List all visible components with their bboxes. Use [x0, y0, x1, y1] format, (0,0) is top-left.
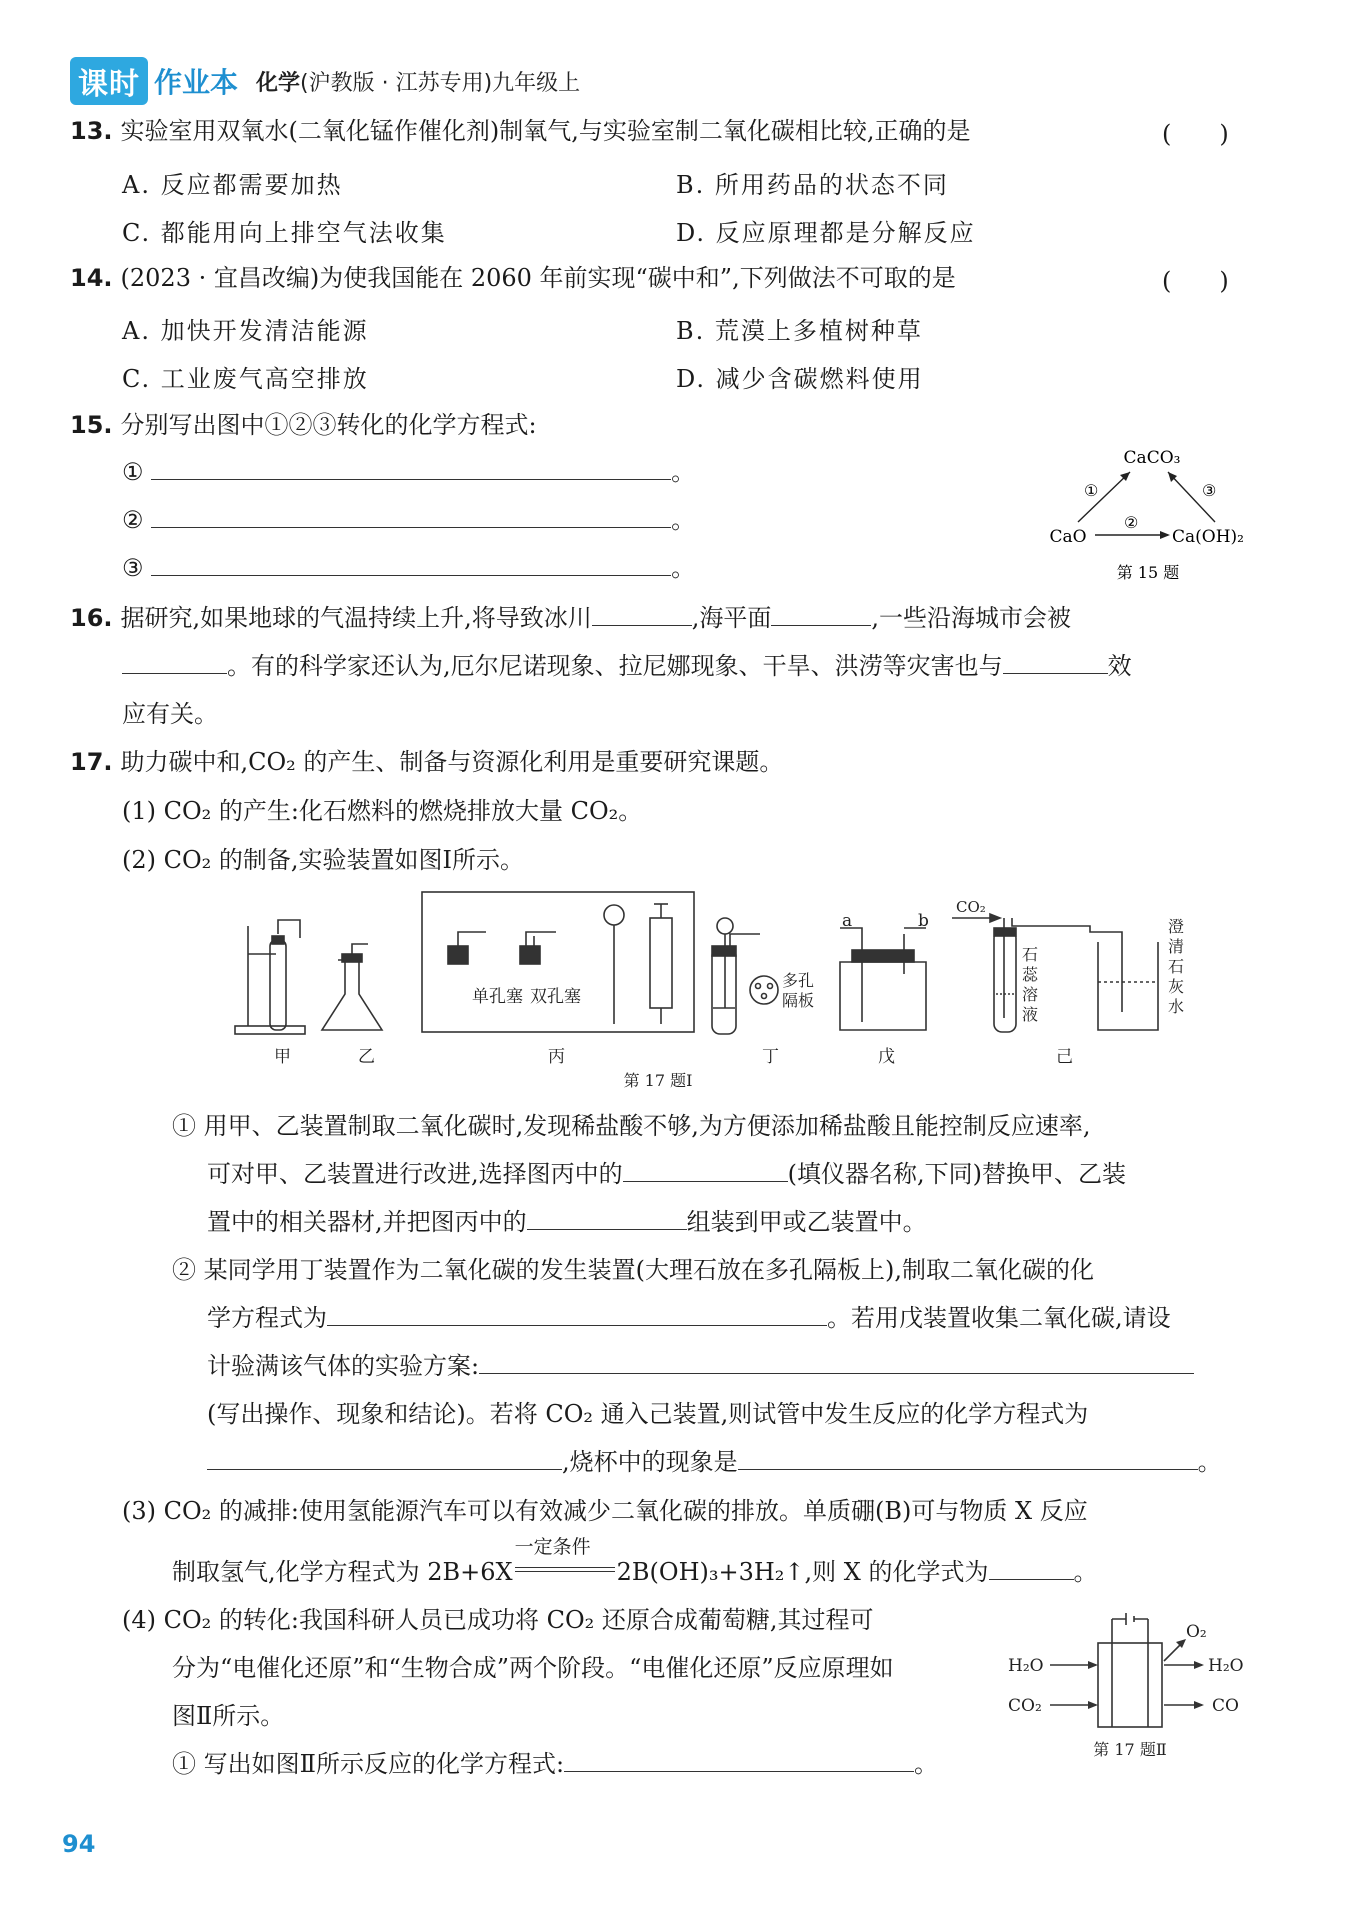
q16-text-3: ,一些沿海城市会被 [871, 604, 1072, 632]
q13-stem [70, 114, 971, 148]
q16-blank-1[interactable] [592, 603, 692, 626]
fig17-2-caption: 第 17 题Ⅱ [1093, 1740, 1167, 1759]
logo-text: 作业本 [154, 66, 239, 99]
q17-s2-blank-4[interactable] [738, 1447, 1198, 1470]
q13-option-d[interactable]: D. 反应原理都是分解反应 [676, 219, 976, 247]
book-logo [70, 57, 238, 105]
label-litmus-4: 液 [1022, 1005, 1039, 1024]
fig17-1-caption: 第 17 题Ⅰ [623, 1071, 693, 1090]
page-number: 94 [62, 1830, 96, 1858]
label-lime-5: 水 [1168, 997, 1185, 1016]
q17-s1-text-1: 可对甲、乙装置进行改进,选择图丙中的 [207, 1160, 623, 1188]
fig2-o2: O₂ [1186, 1622, 1207, 1642]
q17-part-3-line-1: (3) CO₂ 的减排:使用氢能源汽车可以有效减少二氧化碳的排放。单质硼(B)可与物质 X 反应 [122, 1497, 1088, 1525]
fig2-h2o-in: H₂O [1008, 1656, 1044, 1676]
fig15-arrowhead-2 [1160, 531, 1170, 539]
q15-period-2: 。 [671, 506, 696, 534]
q17-s2-blank-3[interactable] [207, 1447, 562, 1470]
q16-number: 16. [70, 604, 113, 632]
label-litmus-2: 蕊 [1022, 965, 1039, 984]
label-lime-3: 石 [1168, 957, 1185, 976]
q14-option-c[interactable]: C. 工业废气高空排放 [122, 365, 369, 393]
q16-text-5: 效 [1107, 652, 1132, 680]
subject-edition: (沪教版 · 江苏专用)九年级上 [300, 70, 581, 96]
fig15-mark-1: ① [1084, 481, 1099, 500]
q17-part-2: (2) CO₂ 的制备,实验装置如图Ⅰ所示。 [122, 846, 525, 874]
separatory-funnel [604, 905, 624, 1024]
q17-s1-line-3 [207, 1205, 927, 1239]
q17-p3-text-3: 。 [1073, 1558, 1098, 1586]
q15-blank-2[interactable] [151, 505, 671, 528]
label-ji: 己 [1056, 1047, 1073, 1067]
double-hole-stopper [520, 932, 556, 964]
q13-option-a[interactable]: A. 反应都需要加热 [122, 171, 343, 199]
q17-text: 助力碳中和,CO₂ 的产生、制备与资源化利用是重要研究课题。 [120, 748, 784, 776]
q17-s2-line-5 [207, 1445, 1222, 1479]
fig15-cao: CaO [1049, 527, 1087, 547]
q16-text-4: 。有的科学家还认为,厄尔尼诺现象、拉尼娜现象、干旱、洪涝等灾害也与 [227, 652, 1003, 680]
q17-figure-1 [230, 890, 1210, 1090]
q14-option-b[interactable]: B. 荒漠上多植树种草 [676, 317, 923, 345]
electrolysis-cell [1098, 1643, 1162, 1727]
q16-blank-3[interactable] [122, 651, 227, 674]
q15-marker-2: ② [122, 506, 144, 534]
q17-s1-text-4: 组装到甲或乙装置中。 [686, 1208, 927, 1236]
q15-period-1: 。 [671, 458, 696, 486]
subject-name: 化学 [256, 70, 301, 96]
syringe [650, 904, 672, 1024]
q17-s2-blank-1[interactable] [327, 1303, 827, 1326]
apparatus-wu [840, 928, 926, 1030]
q17-part-4-line-1: (4) CO₂ 的转化:我国科研人员已成功将 CO₂ 还原合成葡萄糖,其过程可 [122, 1606, 874, 1634]
q15-period-3: 。 [671, 554, 696, 582]
q17-s1-text-3: 置中的相关器材,并把图丙中的 [207, 1208, 527, 1236]
fig15-caoh2: Ca(OH)₂ [1172, 527, 1244, 547]
label-lime-4: 灰 [1168, 977, 1185, 996]
q17-s2-text-3: 计验满该气体的实验方案: [207, 1352, 480, 1380]
apparatus-jia [235, 920, 305, 1034]
label-lime-2: 清 [1168, 937, 1185, 956]
label-bing: 丙 [548, 1047, 565, 1067]
q17-part-4-line-4 [172, 1747, 938, 1781]
q15-number: 15. [70, 411, 113, 439]
q17-s2-line-3 [207, 1349, 1194, 1383]
q17-s2-line-2 [207, 1301, 1171, 1335]
q17-p4-blank[interactable] [564, 1749, 914, 1772]
label-porous-1: 多孔 [782, 971, 815, 990]
q17-part-3-line-2 [172, 1536, 1098, 1589]
label-porous-2: 隔板 [782, 991, 815, 1010]
q15-answer-2[interactable] [122, 503, 695, 537]
fig2-co-out: CO [1212, 1696, 1239, 1716]
subject-line [256, 66, 580, 97]
q15-blank-1[interactable] [151, 457, 671, 480]
q17-p3-text-1: 制取氢气,化学方程式为 2B+6X [172, 1558, 513, 1586]
label-lime-1: 澄 [1168, 917, 1185, 936]
q14-text: (2023 · 宜昌改编)为使我国能在 2060 年前实现“碳中和”,下列做法不可取的是 [120, 264, 956, 292]
apparatus-yi [322, 944, 382, 1030]
q17-s2-line-4: (写出操作、现象和结论)。若将 CO₂ 通入己装置,则试管中发生反应的化学方程式为 [207, 1400, 1089, 1428]
apparatus-ding [712, 918, 778, 1034]
q17-s2-text-1: 学方程式为 [207, 1304, 327, 1332]
q14-option-d[interactable]: D. 减少含碳燃料使用 [676, 365, 924, 393]
fig15-mark-3: ③ [1202, 481, 1217, 500]
fig15-caco3: CaCO₃ [1123, 448, 1181, 468]
q13-number: 13. [70, 117, 113, 145]
logo-mark: 课时 [70, 57, 148, 105]
q17-part-1: (1) CO₂ 的产生:化石燃料的燃烧排放大量 CO₂。 [122, 797, 643, 825]
reaction-condition-arrow [513, 1536, 617, 1580]
q15-answer-1[interactable] [122, 455, 695, 489]
fig15-mark-2: ② [1124, 513, 1139, 532]
q13-option-b[interactable]: B. 所用药品的状态不同 [676, 171, 949, 199]
q16-blank-4[interactable] [1003, 651, 1108, 674]
q16-line-3: 应有关。 [122, 700, 218, 728]
q16-text-2: ,海平面 [691, 604, 772, 632]
q17-part-4-line-2: 分为“电催化还原”和“生物合成”两个阶段。“电催化还原”反应原理如 [172, 1654, 894, 1682]
q15-figure [1040, 440, 1260, 585]
q17-s1-blank-1[interactable] [623, 1159, 788, 1182]
q14-answer-paren[interactable]: ( ) [1162, 267, 1229, 295]
q17-p4-period: 。 [914, 1750, 939, 1778]
q14-option-a[interactable]: A. 加快开发清洁能源 [122, 317, 369, 345]
header [70, 58, 580, 104]
q17-stem [70, 745, 783, 779]
q13-option-c[interactable]: C. 都能用向上排空气法收集 [122, 219, 447, 247]
label-litmus-1: 石 [1022, 945, 1039, 964]
label-single-stopper: 单孔塞 [472, 987, 523, 1007]
q17-s2-line-1: ② 某同学用丁装置作为二氧化碳的发生装置(大理石放在多孔隔板上),制取二氧化碳的化 [172, 1256, 1094, 1284]
q16-blank-2[interactable] [771, 603, 871, 626]
q17-s2-text-5: 。 [1197, 1448, 1222, 1476]
q16-line-2 [122, 649, 1132, 683]
label-co2-inlet: CO₂ [956, 898, 986, 916]
fig2-co2-in: CO₂ [1008, 1696, 1042, 1716]
label-double-stopper: 双孔塞 [530, 987, 581, 1007]
label-ding: 丁 [762, 1047, 779, 1067]
label-a: a [842, 911, 853, 931]
q17-s2-blank-2[interactable] [479, 1351, 1194, 1374]
label-jia: 甲 [274, 1047, 291, 1067]
single-hole-stopper [448, 932, 486, 964]
q15-answer-3[interactable] [122, 551, 695, 585]
q15-text: 分别写出图中①②③转化的化学方程式: [120, 411, 537, 439]
q17-p3-blank[interactable] [989, 1557, 1074, 1580]
q15-stem [70, 408, 537, 442]
q17-s1-text-2: (填仪器名称,下同)替换甲、乙装 [787, 1160, 1126, 1188]
fig2-h2o-out: H₂O [1208, 1656, 1244, 1676]
label-wu: 戊 [878, 1047, 895, 1067]
q13-answer-paren[interactable]: ( ) [1162, 120, 1229, 148]
q16-text-1: 据研究,如果地球的气温持续上升,将导致冰川 [120, 604, 592, 632]
label-b: b [918, 911, 929, 931]
equals-sign [515, 1567, 615, 1572]
q17-p4-text: ① 写出如图Ⅱ所示反应的化学方程式: [172, 1750, 565, 1778]
q17-s2-text-2: 。若用戊装置收集二氧化碳,请设 [827, 1304, 1171, 1332]
q17-s1-blank-2[interactable] [527, 1207, 687, 1230]
q17-s1-line-2 [207, 1157, 1126, 1191]
q14-stem [70, 261, 956, 295]
apparatus-ji [952, 914, 1158, 1032]
fig15-caption: 第 15 题 [1116, 563, 1180, 582]
q16-line-1 [70, 601, 1071, 635]
q15-marker-1: ① [122, 458, 144, 486]
q13-text: 实验室用双氧水(二氧化锰作催化剂)制氧气,与实验室制二氧化碳相比较,正确的是 [120, 117, 971, 145]
q17-part-4-line-3: 图Ⅱ所示。 [172, 1702, 285, 1730]
q17-s2-text-4: ,烧杯中的现象是 [562, 1448, 738, 1476]
q17-figure-2 [1000, 1605, 1260, 1775]
label-yi: 乙 [358, 1047, 375, 1067]
q17-number: 17. [70, 748, 113, 776]
q17-p3-text-2: 2B(OH)₃+3H₂↑,则 X 的化学式为 [616, 1558, 989, 1586]
q17-s1-line-1: ① 用甲、乙装置制取二氧化碳时,发现稀盐酸不够,为方便添加稀盐酸且能控制反应速率, [172, 1112, 1091, 1140]
q15-blank-3[interactable] [151, 553, 671, 576]
label-litmus-3: 溶 [1022, 985, 1039, 1004]
reaction-condition: 一定条件 [514, 1536, 591, 1558]
q15-marker-3: ③ [122, 554, 144, 582]
q14-number: 14. [70, 264, 113, 292]
